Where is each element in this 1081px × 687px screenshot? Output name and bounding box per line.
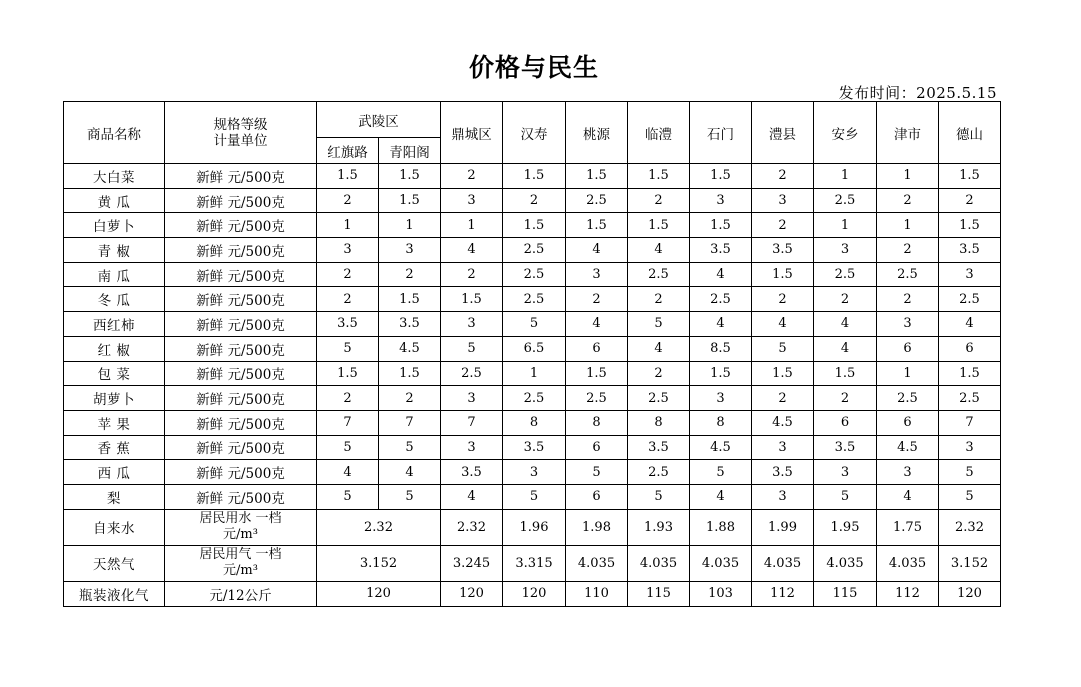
price-cell: 5: [939, 484, 1001, 509]
price-cell: 8: [628, 410, 690, 435]
table-row: [64, 312, 1001, 337]
table-row: [64, 188, 1001, 213]
publish-date: 发布时间：2025.5.15: [838, 84, 997, 102]
item-spec: 新鲜 元/500克: [165, 361, 317, 386]
price-cell: 4: [814, 312, 877, 337]
price-cell: 3: [814, 238, 877, 263]
price-cell: 110: [566, 581, 628, 606]
price-cell: 4: [441, 484, 503, 509]
price-cell: 4: [752, 312, 814, 337]
price-cell: 2: [877, 238, 939, 263]
item-name: 冬 瓜: [64, 287, 165, 312]
item-spec: 新鲜 元/500克: [165, 164, 317, 189]
price-cell: 3: [379, 238, 441, 263]
table-row: [64, 238, 1001, 263]
price-cell: 5: [441, 336, 503, 361]
item-spec: 新鲜 元/500克: [165, 410, 317, 435]
price-cell: 1.5: [566, 361, 628, 386]
price-cell: 1.5: [379, 361, 441, 386]
price-cell: 3.5: [441, 460, 503, 485]
header-spec-line2: 计量单位: [213, 132, 268, 149]
price-cell: 2: [814, 386, 877, 411]
price-cell: 1.5: [379, 164, 441, 189]
price-cell: 3.245: [441, 545, 503, 581]
item-name: 苹 果: [64, 410, 165, 435]
item-spec: 新鲜 元/500克: [165, 386, 317, 411]
price-cell: 3: [503, 460, 566, 485]
price-cell: 1.88: [690, 509, 752, 545]
price-cell: 3: [690, 386, 752, 411]
price-cell: 2.32: [939, 509, 1001, 545]
header-jinshi: 津市: [877, 102, 939, 164]
price-cell: 5: [628, 312, 690, 337]
price-cell: 3.5: [317, 312, 379, 337]
header-wuling: 武陵区: [317, 102, 441, 138]
price-cell: 4: [690, 484, 752, 509]
price-cell: 5: [379, 484, 441, 509]
price-cell: 4: [877, 484, 939, 509]
price-cell: 6: [939, 336, 1001, 361]
price-cell: 2: [379, 262, 441, 287]
price-cell: 3: [317, 238, 379, 263]
lpg-row: [64, 581, 1001, 606]
price-cell: 2: [877, 287, 939, 312]
price-cell: 3.5: [503, 435, 566, 460]
price-cell: 120: [939, 581, 1001, 606]
price-cell: 4.5: [379, 336, 441, 361]
utility-row: [64, 509, 1001, 545]
price-cell: 5: [752, 336, 814, 361]
price-cell: 1.5: [628, 213, 690, 238]
item-name: 香 蕉: [64, 435, 165, 460]
price-cell: 4: [628, 336, 690, 361]
price-cell: 3.152: [939, 545, 1001, 581]
price-cell: 2: [752, 164, 814, 189]
price-cell: 5: [566, 460, 628, 485]
table-row: [64, 213, 1001, 238]
price-cell: 3: [877, 460, 939, 485]
price-cell: 2: [628, 188, 690, 213]
price-cell: 1.5: [503, 164, 566, 189]
utility-spec: [165, 545, 317, 581]
price-cell: 1.5: [690, 164, 752, 189]
price-cell: 2.5: [628, 262, 690, 287]
price-cell: 5: [379, 435, 441, 460]
price-cell: 2: [752, 213, 814, 238]
price-cell: 4: [690, 262, 752, 287]
produce-body: [64, 164, 1001, 510]
header-spec: [165, 102, 317, 164]
lpg-name: 瓶装液化气: [64, 581, 165, 606]
price-cell: 4: [939, 312, 1001, 337]
price-cell: 2: [566, 287, 628, 312]
price-cell: 4.035: [690, 545, 752, 581]
price-cell: 112: [877, 581, 939, 606]
price-cell: 4: [441, 238, 503, 263]
price-cell: 2.32: [441, 509, 503, 545]
item-name: 胡萝卜: [64, 386, 165, 411]
price-cell: 1.99: [752, 509, 814, 545]
item-spec: 新鲜 元/500克: [165, 238, 317, 263]
price-cell: 8.5: [690, 336, 752, 361]
price-cell: 2.5: [690, 287, 752, 312]
price-cell: 2.5: [814, 188, 877, 213]
price-cell: 1: [877, 213, 939, 238]
item-name: 包 菜: [64, 361, 165, 386]
price-cell: 3: [752, 188, 814, 213]
price-cell: 120: [441, 581, 503, 606]
price-cell: 5: [317, 484, 379, 509]
price-cell: 3.315: [503, 545, 566, 581]
price-cell: 1.5: [939, 213, 1001, 238]
price-cell: 2.5: [628, 386, 690, 411]
price-cell: 6: [877, 336, 939, 361]
price-cell: 3: [566, 262, 628, 287]
price-cell: 5: [814, 484, 877, 509]
price-cell: 120: [503, 581, 566, 606]
price-cell: 4: [690, 312, 752, 337]
price-cell: 2: [939, 188, 1001, 213]
header-name: 商品名称: [64, 102, 165, 164]
table-row: [64, 336, 1001, 361]
price-cell: 1.5: [690, 361, 752, 386]
price-cell: 2: [752, 287, 814, 312]
table-row: [64, 164, 1001, 189]
price-cell: 4.035: [566, 545, 628, 581]
price-cell: 3: [752, 484, 814, 509]
price-cell: 4.035: [752, 545, 814, 581]
price-cell: 2: [628, 361, 690, 386]
price-cell: 2.5: [503, 262, 566, 287]
price-cell: 1.5: [939, 361, 1001, 386]
price-cell: 3.5: [379, 312, 441, 337]
price-cell: 103: [690, 581, 752, 606]
price-cell: 3.5: [939, 238, 1001, 263]
price-cell: 1.98: [566, 509, 628, 545]
price-cell: 4: [317, 460, 379, 485]
price-cell: 3: [441, 435, 503, 460]
price-cell: 1.5: [939, 164, 1001, 189]
price-cell: 2.5: [566, 386, 628, 411]
price-cell: 2.5: [877, 262, 939, 287]
price-cell: 2: [317, 188, 379, 213]
price-cell: 1.5: [690, 213, 752, 238]
price-cell: 5: [503, 484, 566, 509]
price-cell: 3: [939, 435, 1001, 460]
price-cell: 1: [814, 164, 877, 189]
price-cell: 1.5: [317, 361, 379, 386]
price-cell: 1.5: [752, 262, 814, 287]
price-cell: 1.5: [814, 361, 877, 386]
price-cell: 1: [814, 213, 877, 238]
price-cell: 1.5: [566, 213, 628, 238]
price-cell: 2.5: [939, 287, 1001, 312]
price-cell: 2.5: [939, 386, 1001, 411]
header-linli: 临澧: [628, 102, 690, 164]
price-cell: 5: [317, 336, 379, 361]
utility-spec-line2: 元/m³: [223, 563, 258, 579]
utility-row: [64, 545, 1001, 581]
wuling-price: 2.32: [317, 509, 441, 545]
price-cell: 1.75: [877, 509, 939, 545]
price-cell: 4.5: [752, 410, 814, 435]
price-cell: 2: [877, 188, 939, 213]
price-cell: 7: [317, 410, 379, 435]
price-cell: 3.5: [814, 435, 877, 460]
price-cell: 5: [690, 460, 752, 485]
utility-body: [64, 509, 1001, 606]
price-cell: 5: [628, 484, 690, 509]
price-cell: 1: [877, 164, 939, 189]
header-deshan: 德山: [939, 102, 1001, 164]
price-cell: 4.035: [877, 545, 939, 581]
price-cell: 6: [814, 410, 877, 435]
header-shimen: 石门: [690, 102, 752, 164]
header-dingcheng: 鼎城区: [441, 102, 503, 164]
item-spec: 新鲜 元/500克: [165, 287, 317, 312]
table-row: [64, 262, 1001, 287]
table-row: [64, 435, 1001, 460]
price-cell: 2: [317, 386, 379, 411]
price-cell: 2.5: [814, 262, 877, 287]
header-taoyuan: 桃源: [566, 102, 628, 164]
table-row: [64, 287, 1001, 312]
price-cell: 2: [503, 188, 566, 213]
price-cell: 3.5: [752, 238, 814, 263]
utility-spec-line1: 居民用气 一档: [199, 547, 282, 563]
price-cell: 7: [441, 410, 503, 435]
price-cell: 7: [379, 410, 441, 435]
price-cell: 8: [690, 410, 752, 435]
utility-spec: [165, 509, 317, 545]
price-cell: 1.5: [379, 287, 441, 312]
page-title: 价格与民生: [468, 53, 599, 82]
header-hanshou: 汉寿: [503, 102, 566, 164]
price-cell: 1.5: [566, 164, 628, 189]
price-cell: 1: [503, 361, 566, 386]
item-name: 黄 瓜: [64, 188, 165, 213]
price-cell: 1: [317, 213, 379, 238]
price-cell: 1: [441, 213, 503, 238]
header-spec-line1: 规格等级: [213, 116, 268, 133]
price-cell: 2: [317, 262, 379, 287]
price-cell: 2: [814, 287, 877, 312]
item-spec: 新鲜 元/500克: [165, 312, 317, 337]
table-row: [64, 410, 1001, 435]
price-cell: 2: [441, 164, 503, 189]
price-cell: 2.5: [566, 188, 628, 213]
price-cell: 3: [939, 262, 1001, 287]
price-cell: 5: [939, 460, 1001, 485]
utility-spec-line1: 居民用水 一档: [199, 511, 282, 527]
price-cell: 3: [752, 435, 814, 460]
item-name: 白萝卜: [64, 213, 165, 238]
utility-name: 自来水: [64, 509, 165, 545]
wuling-price: 120: [317, 581, 441, 606]
item-spec: 新鲜 元/500克: [165, 336, 317, 361]
price-cell: 2.5: [503, 238, 566, 263]
price-cell: 115: [628, 581, 690, 606]
lpg-spec: 元/12公斤: [165, 581, 317, 606]
header-hongqi: 红旗路: [317, 138, 379, 164]
price-cell: 4.035: [814, 545, 877, 581]
price-cell: 2: [441, 262, 503, 287]
price-cell: 2.5: [503, 287, 566, 312]
header-lixian: 澧县: [752, 102, 814, 164]
price-cell: 3: [441, 312, 503, 337]
item-name: 西红柿: [64, 312, 165, 337]
table-row: [64, 386, 1001, 411]
item-name: 青 椒: [64, 238, 165, 263]
price-cell: 3: [877, 312, 939, 337]
price-cell: 3.5: [628, 435, 690, 460]
price-cell: 1.95: [814, 509, 877, 545]
price-cell: 5: [503, 312, 566, 337]
item-name: 南 瓜: [64, 262, 165, 287]
price-cell: 112: [752, 581, 814, 606]
price-cell: 1: [877, 361, 939, 386]
header-anxiang: 安乡: [814, 102, 877, 164]
price-cell: 2: [379, 386, 441, 411]
price-cell: 6: [566, 435, 628, 460]
item-spec: 新鲜 元/500克: [165, 484, 317, 509]
price-cell: 6: [877, 410, 939, 435]
price-cell: 2: [317, 287, 379, 312]
price-cell: 3: [441, 188, 503, 213]
price-cell: 1.5: [503, 213, 566, 238]
price-cell: 4: [814, 336, 877, 361]
price-cell: 1.93: [628, 509, 690, 545]
item-spec: 新鲜 元/500克: [165, 262, 317, 287]
price-cell: 3: [690, 188, 752, 213]
price-cell: 1: [379, 213, 441, 238]
price-cell: 3.5: [752, 460, 814, 485]
price-cell: 4: [566, 312, 628, 337]
item-name: 大白菜: [64, 164, 165, 189]
price-cell: 4.5: [690, 435, 752, 460]
price-cell: 3: [441, 386, 503, 411]
table-row: [64, 484, 1001, 509]
price-cell: 8: [566, 410, 628, 435]
item-name: 梨: [64, 484, 165, 509]
price-cell: 5: [317, 435, 379, 460]
table-row: [64, 460, 1001, 485]
table-row: [64, 361, 1001, 386]
price-cell: 1.96: [503, 509, 566, 545]
item-spec: 新鲜 元/500克: [165, 460, 317, 485]
price-cell: 1.5: [628, 164, 690, 189]
price-cell: 6: [566, 484, 628, 509]
price-cell: 2: [752, 386, 814, 411]
price-cell: 2.5: [441, 361, 503, 386]
item-name: 西 瓜: [64, 460, 165, 485]
utility-name: 天然气: [64, 545, 165, 581]
price-cell: 4: [566, 238, 628, 263]
price-cell: 8: [503, 410, 566, 435]
price-cell: 1.5: [379, 188, 441, 213]
price-cell: 2.5: [628, 460, 690, 485]
price-cell: 4.5: [877, 435, 939, 460]
price-cell: 1.5: [317, 164, 379, 189]
price-cell: 7: [939, 410, 1001, 435]
price-cell: 115: [814, 581, 877, 606]
price-table: [63, 101, 1001, 607]
price-cell: 2: [628, 287, 690, 312]
price-cell: 1.5: [752, 361, 814, 386]
header-qingyang: 青阳阁: [379, 138, 441, 164]
price-cell: 4: [628, 238, 690, 263]
price-cell: 6: [566, 336, 628, 361]
price-cell: 4: [379, 460, 441, 485]
price-cell: 3: [814, 460, 877, 485]
wuling-price: 3.152: [317, 545, 441, 581]
price-cell: 2.5: [877, 386, 939, 411]
item-spec: 新鲜 元/500克: [165, 213, 317, 238]
item-name: 红 椒: [64, 336, 165, 361]
price-cell: 1.5: [441, 287, 503, 312]
price-cell: 4.035: [628, 545, 690, 581]
price-cell: 3.5: [690, 238, 752, 263]
price-cell: 2.5: [503, 386, 566, 411]
item-spec: 新鲜 元/500克: [165, 188, 317, 213]
price-cell: 6.5: [503, 336, 566, 361]
item-spec: 新鲜 元/500克: [165, 435, 317, 460]
utility-spec-line2: 元/m³: [223, 527, 258, 543]
